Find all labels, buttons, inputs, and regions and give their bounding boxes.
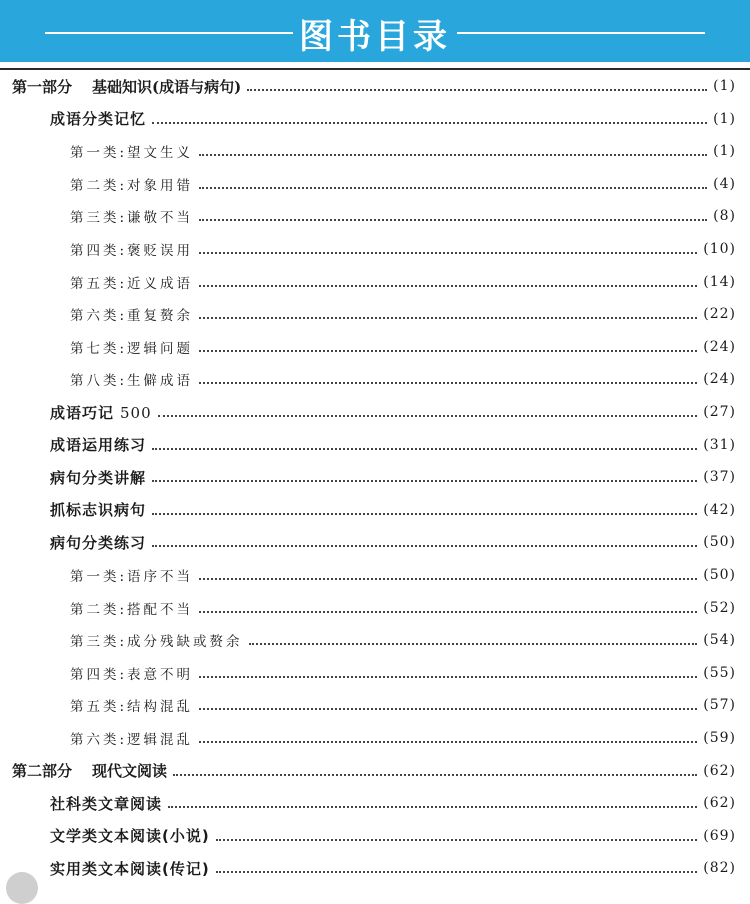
toc-entry-title xyxy=(70,663,193,683)
toc-entry-label: 文学类文本阅读(小说) xyxy=(50,827,210,846)
page-corner-mark xyxy=(6,872,38,904)
toc-entry[interactable] xyxy=(0,135,750,167)
toc-entry-title xyxy=(70,369,193,389)
dot-leader xyxy=(152,122,707,124)
toc-entry-page: (59) xyxy=(703,730,736,746)
dot-leader xyxy=(199,382,697,384)
toc-entry-label: 社科类文章阅读 xyxy=(50,794,163,813)
toc-entry-label: 成语运用练习 xyxy=(50,436,147,455)
dot-leader xyxy=(152,480,697,482)
toc-entry-label: 第四类:表意不明 xyxy=(70,666,194,683)
toc-entry-title xyxy=(70,728,193,748)
toc-entry[interactable] xyxy=(0,689,750,721)
toc-entry-label: 成语巧记 xyxy=(50,403,115,422)
toc-entry-title xyxy=(50,499,146,520)
toc-entry-label: 第三类:谦敬不当 xyxy=(70,210,194,227)
toc-entry-page: (1) xyxy=(713,143,736,160)
toc-entry-label: 第七类:逻辑问题 xyxy=(70,340,194,357)
toc-entry-label: 第一类:望文生义 xyxy=(70,145,194,162)
toc-entry[interactable] xyxy=(0,755,750,787)
toc-entry-page: (4) xyxy=(713,175,736,192)
toc-entry-label: 实用类文本阅读(传记) xyxy=(50,859,210,878)
toc-entry[interactable] xyxy=(0,103,750,135)
dot-leader xyxy=(152,448,697,450)
dot-leader xyxy=(199,219,707,221)
toc-entry[interactable] xyxy=(0,363,750,395)
toc-entry[interactable] xyxy=(0,787,750,819)
dot-leader xyxy=(199,676,697,678)
toc-entry-label: 第五类:近义成语 xyxy=(70,275,194,292)
toc-entry-label: 第四类:褒贬误用 xyxy=(70,243,194,259)
toc-entry[interactable] xyxy=(0,298,750,330)
toc-entry-title xyxy=(70,141,193,161)
toc-entry-label: 第五类:结构混乱 xyxy=(70,699,194,716)
dot-leader xyxy=(199,611,697,613)
toc-entry-page: (62) xyxy=(703,762,736,779)
toc-entry-title xyxy=(70,206,193,226)
dot-leader xyxy=(216,839,698,841)
toc-entry-page: (27) xyxy=(703,404,736,420)
toc-entry[interactable] xyxy=(0,168,750,200)
toc-entry-page: (14) xyxy=(703,273,736,290)
toc-entry-title xyxy=(70,630,243,650)
toc-entry-title xyxy=(70,272,193,292)
toc-entry-label: 第一部分 xyxy=(12,77,73,96)
toc-entry-label: 第三类:成分残缺或赘余 xyxy=(70,634,243,651)
toc-entry-page: (50) xyxy=(703,534,736,551)
toc-entry[interactable] xyxy=(0,200,750,232)
toc-entry[interactable] xyxy=(0,266,750,298)
toc-entry[interactable] xyxy=(0,461,750,493)
toc-entry[interactable] xyxy=(0,624,750,656)
toc-entry-label: 病句分类练习 xyxy=(50,533,147,552)
toc-entry-title xyxy=(12,76,241,97)
toc-entry-label: 抓标志识病句 xyxy=(50,501,147,520)
toc-entry-subtitle: 现代文阅读 xyxy=(92,762,168,781)
page-title: 图书目录 xyxy=(299,16,451,57)
toc-entry-page: (55) xyxy=(703,664,736,681)
toc-entry-label: 第八类:生僻成语 xyxy=(70,373,194,390)
toc-entry[interactable] xyxy=(0,233,750,265)
toc-entry[interactable] xyxy=(0,820,750,852)
toc-entry[interactable] xyxy=(0,429,750,461)
toc-entry-title xyxy=(12,760,167,781)
toc-entry[interactable] xyxy=(0,559,750,591)
toc-entry-page: (22) xyxy=(703,306,736,323)
toc-entry-title xyxy=(50,858,210,879)
toc-entry-title xyxy=(50,402,152,423)
toc-entry[interactable] xyxy=(0,70,750,102)
toc-entry-page: (10) xyxy=(703,241,736,257)
toc-entry-page: (1) xyxy=(713,78,736,94)
toc-entry-page: (37) xyxy=(703,469,736,486)
toc-entry-page: (69) xyxy=(703,827,736,844)
toc-entry-label: 病句分类讲解 xyxy=(50,468,147,487)
toc-entry-label: 成语分类记忆 xyxy=(50,110,147,129)
toc-entry-page: (31) xyxy=(703,436,736,453)
toc-entry-page: (82) xyxy=(703,860,736,877)
toc-entry[interactable] xyxy=(0,592,750,624)
dot-leader xyxy=(152,513,697,515)
toc-entry[interactable] xyxy=(0,852,750,884)
dot-leader xyxy=(158,415,698,417)
toc-entry-label: 第二类:对象用错 xyxy=(70,177,194,194)
toc-entry-page: (52) xyxy=(703,599,736,616)
toc-entry-number: 500 xyxy=(120,403,152,422)
dot-leader xyxy=(216,871,698,873)
toc-entry-label: 第二类:搭配不当 xyxy=(70,601,194,618)
dot-leader xyxy=(199,154,707,156)
toc-entry-page: (62) xyxy=(703,795,736,812)
dot-leader xyxy=(249,643,698,645)
toc-entry[interactable] xyxy=(0,526,750,558)
dot-leader xyxy=(199,252,697,254)
toc-entry-title xyxy=(50,434,146,455)
toc-entry-label: 第六类:重复赘余 xyxy=(70,308,194,325)
toc-entry-title xyxy=(50,108,146,129)
toc-entry[interactable] xyxy=(0,331,750,363)
toc-entry-title xyxy=(50,532,146,553)
toc-entry-title xyxy=(70,565,193,585)
toc-entry-page: (42) xyxy=(703,501,736,518)
dot-leader xyxy=(199,317,697,319)
toc-entry-title xyxy=(70,304,193,324)
toc-entry-page: (24) xyxy=(703,338,736,355)
toc-entry[interactable] xyxy=(0,494,750,526)
toc-entry-page: (24) xyxy=(703,371,736,388)
toc-entry-subtitle: 基础知识(成语与病句) xyxy=(92,77,242,96)
toc-entry-page: (50) xyxy=(703,567,736,583)
toc-entry-title xyxy=(70,174,193,194)
toc-entry-page: (8) xyxy=(713,208,736,225)
dot-leader xyxy=(199,741,697,743)
toc-entry-title xyxy=(70,239,193,259)
dot-leader xyxy=(247,89,707,91)
toc-entry-label: 第六类:逻辑混乱 xyxy=(70,732,194,748)
toc-entry-title xyxy=(70,337,193,357)
dot-leader xyxy=(173,774,697,776)
title-banner xyxy=(0,0,750,62)
toc-entry[interactable] xyxy=(0,396,750,428)
toc-entry-title xyxy=(50,825,210,846)
toc-entry-page: (57) xyxy=(703,697,736,714)
toc-entry-title xyxy=(70,695,193,715)
dot-leader xyxy=(199,350,697,352)
toc-entry-page: (54) xyxy=(703,632,736,649)
dot-leader xyxy=(199,578,697,580)
dot-leader xyxy=(199,708,697,710)
dot-leader xyxy=(152,545,697,547)
toc-entry-title xyxy=(70,598,193,618)
dot-leader xyxy=(168,806,697,808)
toc-entry[interactable] xyxy=(0,722,750,754)
dot-leader xyxy=(199,187,707,189)
toc-entry-label: 第一类:语序不当 xyxy=(70,569,194,585)
toc-entry-title xyxy=(50,467,146,488)
dot-leader xyxy=(199,285,697,287)
toc-entry-label: 第二部分 xyxy=(12,762,73,781)
toc-entry-page: (1) xyxy=(713,110,736,127)
toc-entry-title xyxy=(50,793,162,814)
toc-entry[interactable] xyxy=(0,657,750,689)
